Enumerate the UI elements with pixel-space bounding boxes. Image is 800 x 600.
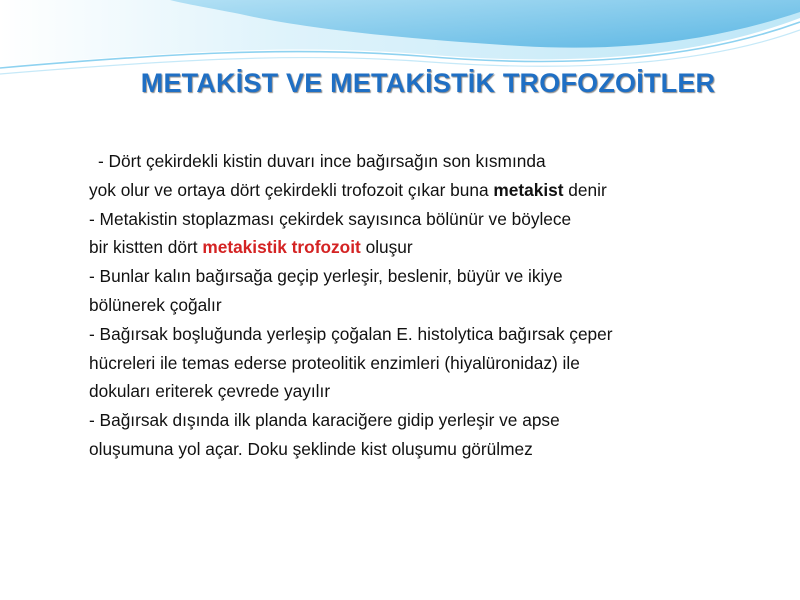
line-text: - Bağırsak boşluğunda yerleşip çoğalan E. histolytica bağırsak çeper bbox=[89, 323, 613, 344]
slide-title: METAKİST VE METAKİSTİK TROFOZOİTLER bbox=[140, 68, 716, 98]
text-line bbox=[89, 262, 779, 291]
line-text: bölünerek çoğalır bbox=[89, 294, 222, 315]
line-text: - Bağırsak dışında ilk planda karaciğere gidip yerleşir ve apse bbox=[89, 410, 560, 431]
term-metakistik-trofozoit: metakistik trofozoit bbox=[202, 237, 361, 258]
text-line bbox=[89, 435, 779, 464]
line-text: hücreleri ile temas ederse proteolitik enzimleri (hiyalüronidaz) ile bbox=[89, 352, 580, 373]
term-metakist: metakist bbox=[493, 179, 564, 200]
line-text: denir bbox=[563, 179, 607, 200]
text-line bbox=[89, 377, 779, 406]
line-text: oluşumuna yol açar. Doku şeklinde kist oluşumu görülmez bbox=[89, 438, 533, 459]
header-wave-decoration bbox=[0, 0, 800, 120]
text-line bbox=[89, 291, 779, 320]
text-line bbox=[89, 406, 779, 435]
text-line bbox=[89, 176, 779, 205]
line-text: - Metakistin stoplazması çekirdek sayısınca bölünür ve böylece bbox=[89, 208, 572, 229]
text-line bbox=[89, 320, 779, 349]
text-line bbox=[89, 205, 779, 234]
line-text: - Dört çekirdekli kistin duvarı ince bağırsağın son kısmında bbox=[98, 151, 546, 171]
slide-body-text bbox=[89, 147, 779, 464]
text-line bbox=[89, 233, 779, 262]
line-text: - Bunlar kalın bağırsağa geçip yerleşir, beslenir, büyür ve ikiye bbox=[89, 266, 563, 287]
text-line bbox=[89, 349, 779, 378]
text-line bbox=[89, 147, 779, 176]
line-text: dokuları eriterek çevrede yayılır bbox=[89, 381, 331, 402]
line-text: bir kistten dört bbox=[89, 237, 203, 258]
line-text: yok olur ve ortaya dört çekirdekli trofozoit çıkar buna bbox=[89, 179, 494, 200]
line-text: oluşur bbox=[360, 237, 413, 258]
